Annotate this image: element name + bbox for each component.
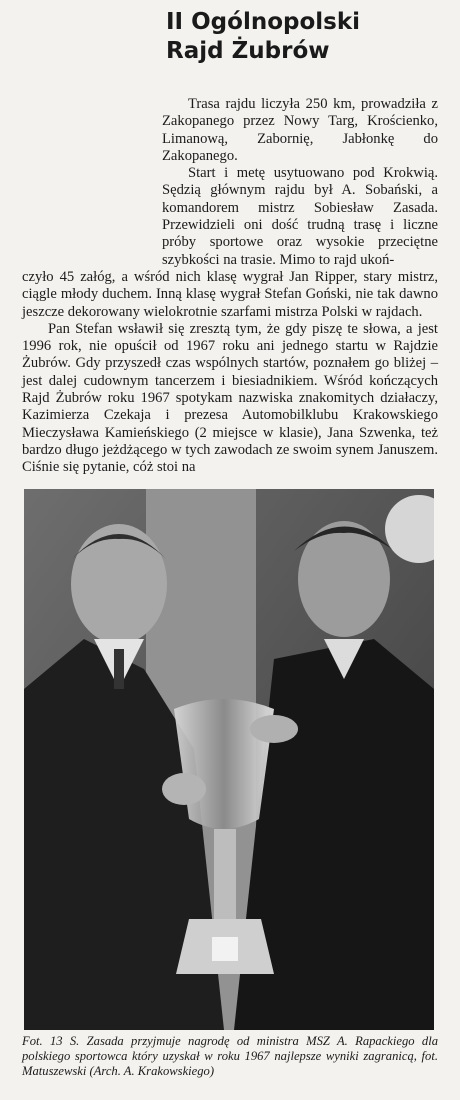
paragraph-3: Pan Stefan wsławił się zresztą tym, że gdy piszę te słowa, a jest 1996 rok, nie opuścił od 1967 roku ani jednego startu w Rajdzie Żubrów. Gdy przyszedł czas wspólnych startów, poznałem go bliżej – jest dalej cudownym tancerzem i biesiadnikiem. Wśród kończących Rajd Żubrów roku 1967 spotykam nazwiska znakomitych działaczy, Kazimierza Czekaja i prezesa Automobilklubu Krakowskiego Mieczysława Kamieńskiego (2 miejsce w klasie), Jana Szwenka, też bardzo długo jeżdżącego w tych zawodach ze swoim synem Januszem. Ciśnie się pytanie, cóż stoi na (22, 320, 438, 476)
article-title (166, 8, 456, 66)
photo-caption: Fot. 13 S. Zasada przyjmuje nagrodę od ministra MSZ A. Rapackiego dla polskiego sportowca który uzyskał w roku 1967 najlepsze wyniki zagranicą, fot. Matuszewski (Arch. A. Krakowskiego) (22, 1034, 438, 1078)
article-body (22, 96, 438, 477)
paragraph-2-continued: czyło 45 załóg, a wśród nich klasę wygrał Jan Ripper, stary mistrz, ciągle młody duchem. Inną klasę wygrał Stefan Goński, nie tak dawno jeszcze dekorowany wielokrotnie szarfami mistrza Polski w rajdach. (22, 268, 438, 320)
photo-illustration (24, 489, 434, 1030)
paragraph-1: Trasa rajdu liczyła 250 km, prowadziła z Zakopanego przez Nowy Targ, Krościenko, Limanową, Zabornię, Jabłonkę do Zakopanego. (162, 96, 438, 164)
archival-photo (24, 489, 434, 1030)
article-title-line-2: Rajd Żubrów (166, 38, 330, 64)
paragraph-2-start: Start i metę usytuowano pod Krokwią. Sędzią głównym rajdu był A. Sobański, a komandorem mistrz Sobiesław Zasada. Przewidzieli oni dość trudną trasę i liczne próby sportowe oraz wysokie przeciętne szybkości na trasie. Mimo to rajd ukoń- (162, 165, 438, 268)
article-title-line-1: II Ogólnopolski (166, 9, 361, 35)
